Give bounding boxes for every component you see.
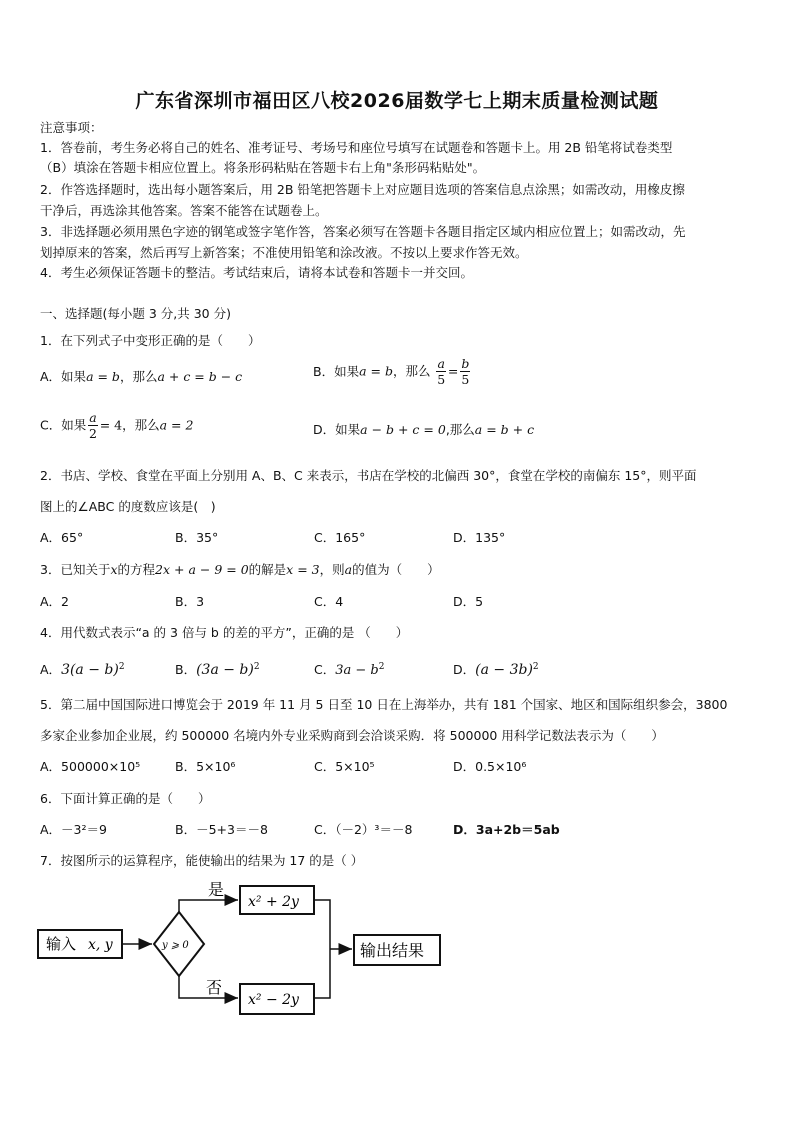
option-c: C．165° xyxy=(314,530,366,545)
option-b: B．－5+3＝－8 xyxy=(175,822,268,837)
option-a: A．$3(a - b)^2$ xyxy=(40,662,125,679)
option-b: B．5×10⁶ xyxy=(175,759,236,774)
no-expr: x² − 2y xyxy=(248,992,299,1008)
option-d: D．如果a − b + c = 0,那么a = b + c xyxy=(313,422,535,437)
input-label: 输入 xyxy=(46,935,77,953)
option-a: A．如果a = b，那么a + c = b − c xyxy=(40,369,243,384)
option-c: C．$3a - b^2$ xyxy=(314,662,385,679)
option-d: D．0.5×10⁶ xyxy=(453,759,527,774)
page-title: 广东省深圳市福田区八校2026届数学七上期末质量检测试题 xyxy=(135,90,659,112)
question-stem: 4．用代数式表示“a 的 3 倍与 b 的差的平方”，正确的是 （ ） xyxy=(40,625,409,640)
option-b: B．$(3a - b)^2$ xyxy=(175,662,260,679)
option-c: C．如果 $\frac{a}{2}$ = 4，那么a = 2 xyxy=(40,410,194,441)
question-stem: 6．下面计算正确的是（ ） xyxy=(40,791,211,806)
option-a: A．2 xyxy=(40,594,70,609)
arrow-yes xyxy=(179,900,238,912)
question-stem: 1．在下列式子中变形正确的是（ ） xyxy=(40,333,261,348)
option-d: D．$(a - 3b)^2$ xyxy=(453,662,539,679)
question-stem: 2．书店、学校、食堂在平面上分别用 A、B、C 来表示，书店在学校的北偏西 30°，食堂在学校的南偏东 15°，则平面 xyxy=(40,468,697,483)
input-vars: x, y xyxy=(88,937,113,953)
option-a: A．65° xyxy=(40,530,84,545)
flowchart xyxy=(30,876,460,1026)
option-d: D．5 xyxy=(453,594,484,609)
notice-line: 2．作答选择题时，选出每小题答案后，用 2B 铅笔把答题卡上对应题目选项的答案信息点涂黑；如需改动，用橡皮擦 xyxy=(40,182,685,197)
question-stem: 5．第二届中国国际进口博览会于 2019 年 11 月 5 日至 10 日在上海举办，共有 181 个国家、地区和国际组织参会，3800 xyxy=(40,697,728,712)
option-b: B．35° xyxy=(175,530,219,545)
question-stem-cont: 多家企业参加企业展，约 500000 名境内外专业采购商到会洽谈采购．将 500000 用科学记数法表示为（ ） xyxy=(40,728,664,743)
merge-line xyxy=(314,900,330,998)
notice-line: 4．考生必须保证答题卡的整洁。考试结束后，请将本试卷和答题卡一并交回。 xyxy=(40,265,473,280)
notice-line: 干净后，再选涂其他答案。答案不能答在试题卷上。 xyxy=(40,203,328,218)
section-heading: 一、选择题(每小题 3 分,共 30 分) xyxy=(40,306,231,321)
option-b: B．如果a = b，那么 $\frac{a}{5}$ = $\frac{b}{5}$ xyxy=(313,356,470,387)
option-b: B．3 xyxy=(175,594,205,609)
output-label: 输出结果 xyxy=(360,941,425,960)
option-d: D．3a+2b＝5ab xyxy=(453,822,560,837)
notice-line: （B）填涂在答题卡相应位置上。将条形码粘贴在答题卡右上角"条形码粘贴处"。 xyxy=(40,160,486,175)
condition-label: y ⩾ 0 xyxy=(162,940,189,951)
notice-heading: 注意事项： xyxy=(40,120,103,135)
option-c: C．4 xyxy=(314,594,344,609)
option-d: D．135° xyxy=(453,530,506,545)
notice-line: 1．答卷前，考生务必将自己的姓名、准考证号、考场号和座位号填写在试题卷和答题卡上。用 2B 铅笔将试卷类型 xyxy=(40,140,673,155)
yes-label: 是 xyxy=(208,880,225,899)
notice-line: 3．非选择题必须用黑色字迹的钢笔或签字笔作答，答案必须写在答题卡各题目指定区域内相应位置上；如需改动，先 xyxy=(40,224,686,239)
option-a: A．－3²＝9 xyxy=(40,822,107,837)
option-a: A．500000×10⁵ xyxy=(40,759,141,774)
option-c: C．（－2）³＝－8 xyxy=(314,822,413,837)
yes-expr: x² + 2y xyxy=(248,894,299,910)
no-label: 否 xyxy=(206,978,223,997)
question-stem: 3．已知关于x的方程2x + a − 9 = 0的解是x = 3，则a的值为（ ） xyxy=(40,562,440,577)
option-c: C．5×10⁵ xyxy=(314,759,375,774)
question-stem-cont: 图上的∠ABC 的度数应该是( ) xyxy=(40,499,216,514)
notice-line: 划掉原来的答案，然后再写上新答案；不准使用铅笔和涂改液。不按以上要求作答无效。 xyxy=(40,245,528,260)
question-stem: 7．按图所示的运算程序，能使输出的结果为 17 的是（ ） xyxy=(40,853,364,868)
